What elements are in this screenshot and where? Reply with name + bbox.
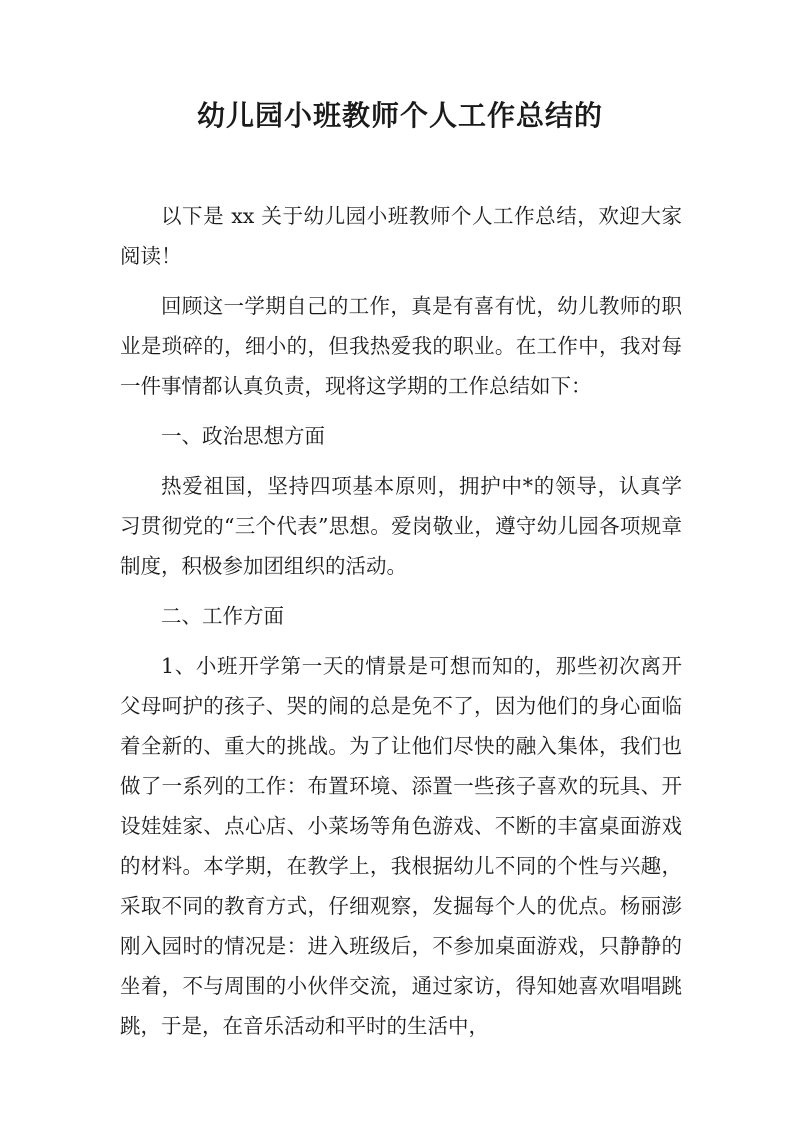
document-body bbox=[120, 196, 682, 1056]
paragraph-political: 热爱祖国，坚持四项基本原则，拥护中*的领导，认真学习贯彻党的“三个代表”思想。爱岗敬业，遵守幼儿园各项规章制度，积极参加团组织的活动。 bbox=[120, 474, 682, 578]
page-title: 幼儿园小班教师个人工作总结的 bbox=[196, 99, 603, 132]
section-heading-political: 一、政治思想方面 bbox=[161, 424, 325, 448]
section-heading-work: 二、工作方面 bbox=[161, 604, 284, 628]
paragraph-review: 回顾这一学期自己的工作，真是有喜有忧，幼儿教师的职业是琐碎的，细小的，但我热爱我的职业。在工作中，我对每一件事情都认真负责，现将这学期的工作总结如下： bbox=[120, 294, 682, 398]
paragraph-work-1: 1、小班开学第一天的情景是可想而知的，那些初次离开父母呵护的孩子、哭的闹的总是免不了，因为他们的身心面临着全新的、重大的挑战。为了让他们尽快的融入集体，我们也做了一系列的工作：布置环境、添置一些孩子喜欢的玩具、开设娃娃家、点心店、小菜场等角色游戏、不断的丰富桌面游戏的材料。本学期，在教学上，我根据幼儿不同的个性与兴趣，采取不同的教育方式，仔细观察，发掘每个人的优点。杨丽澎刚入园时的情况是：进入班级后，不参加桌面游戏，只静静的坐着，不与周围的小伙伴交流，通过家访，得知她喜欢唱唱跳跳，于是，在音乐活动和平时的生活中， bbox=[120, 654, 682, 1038]
paragraph-intro: 以下是 xx 关于幼儿园小班教师个人工作总结，欢迎大家阅读！ bbox=[120, 204, 682, 268]
